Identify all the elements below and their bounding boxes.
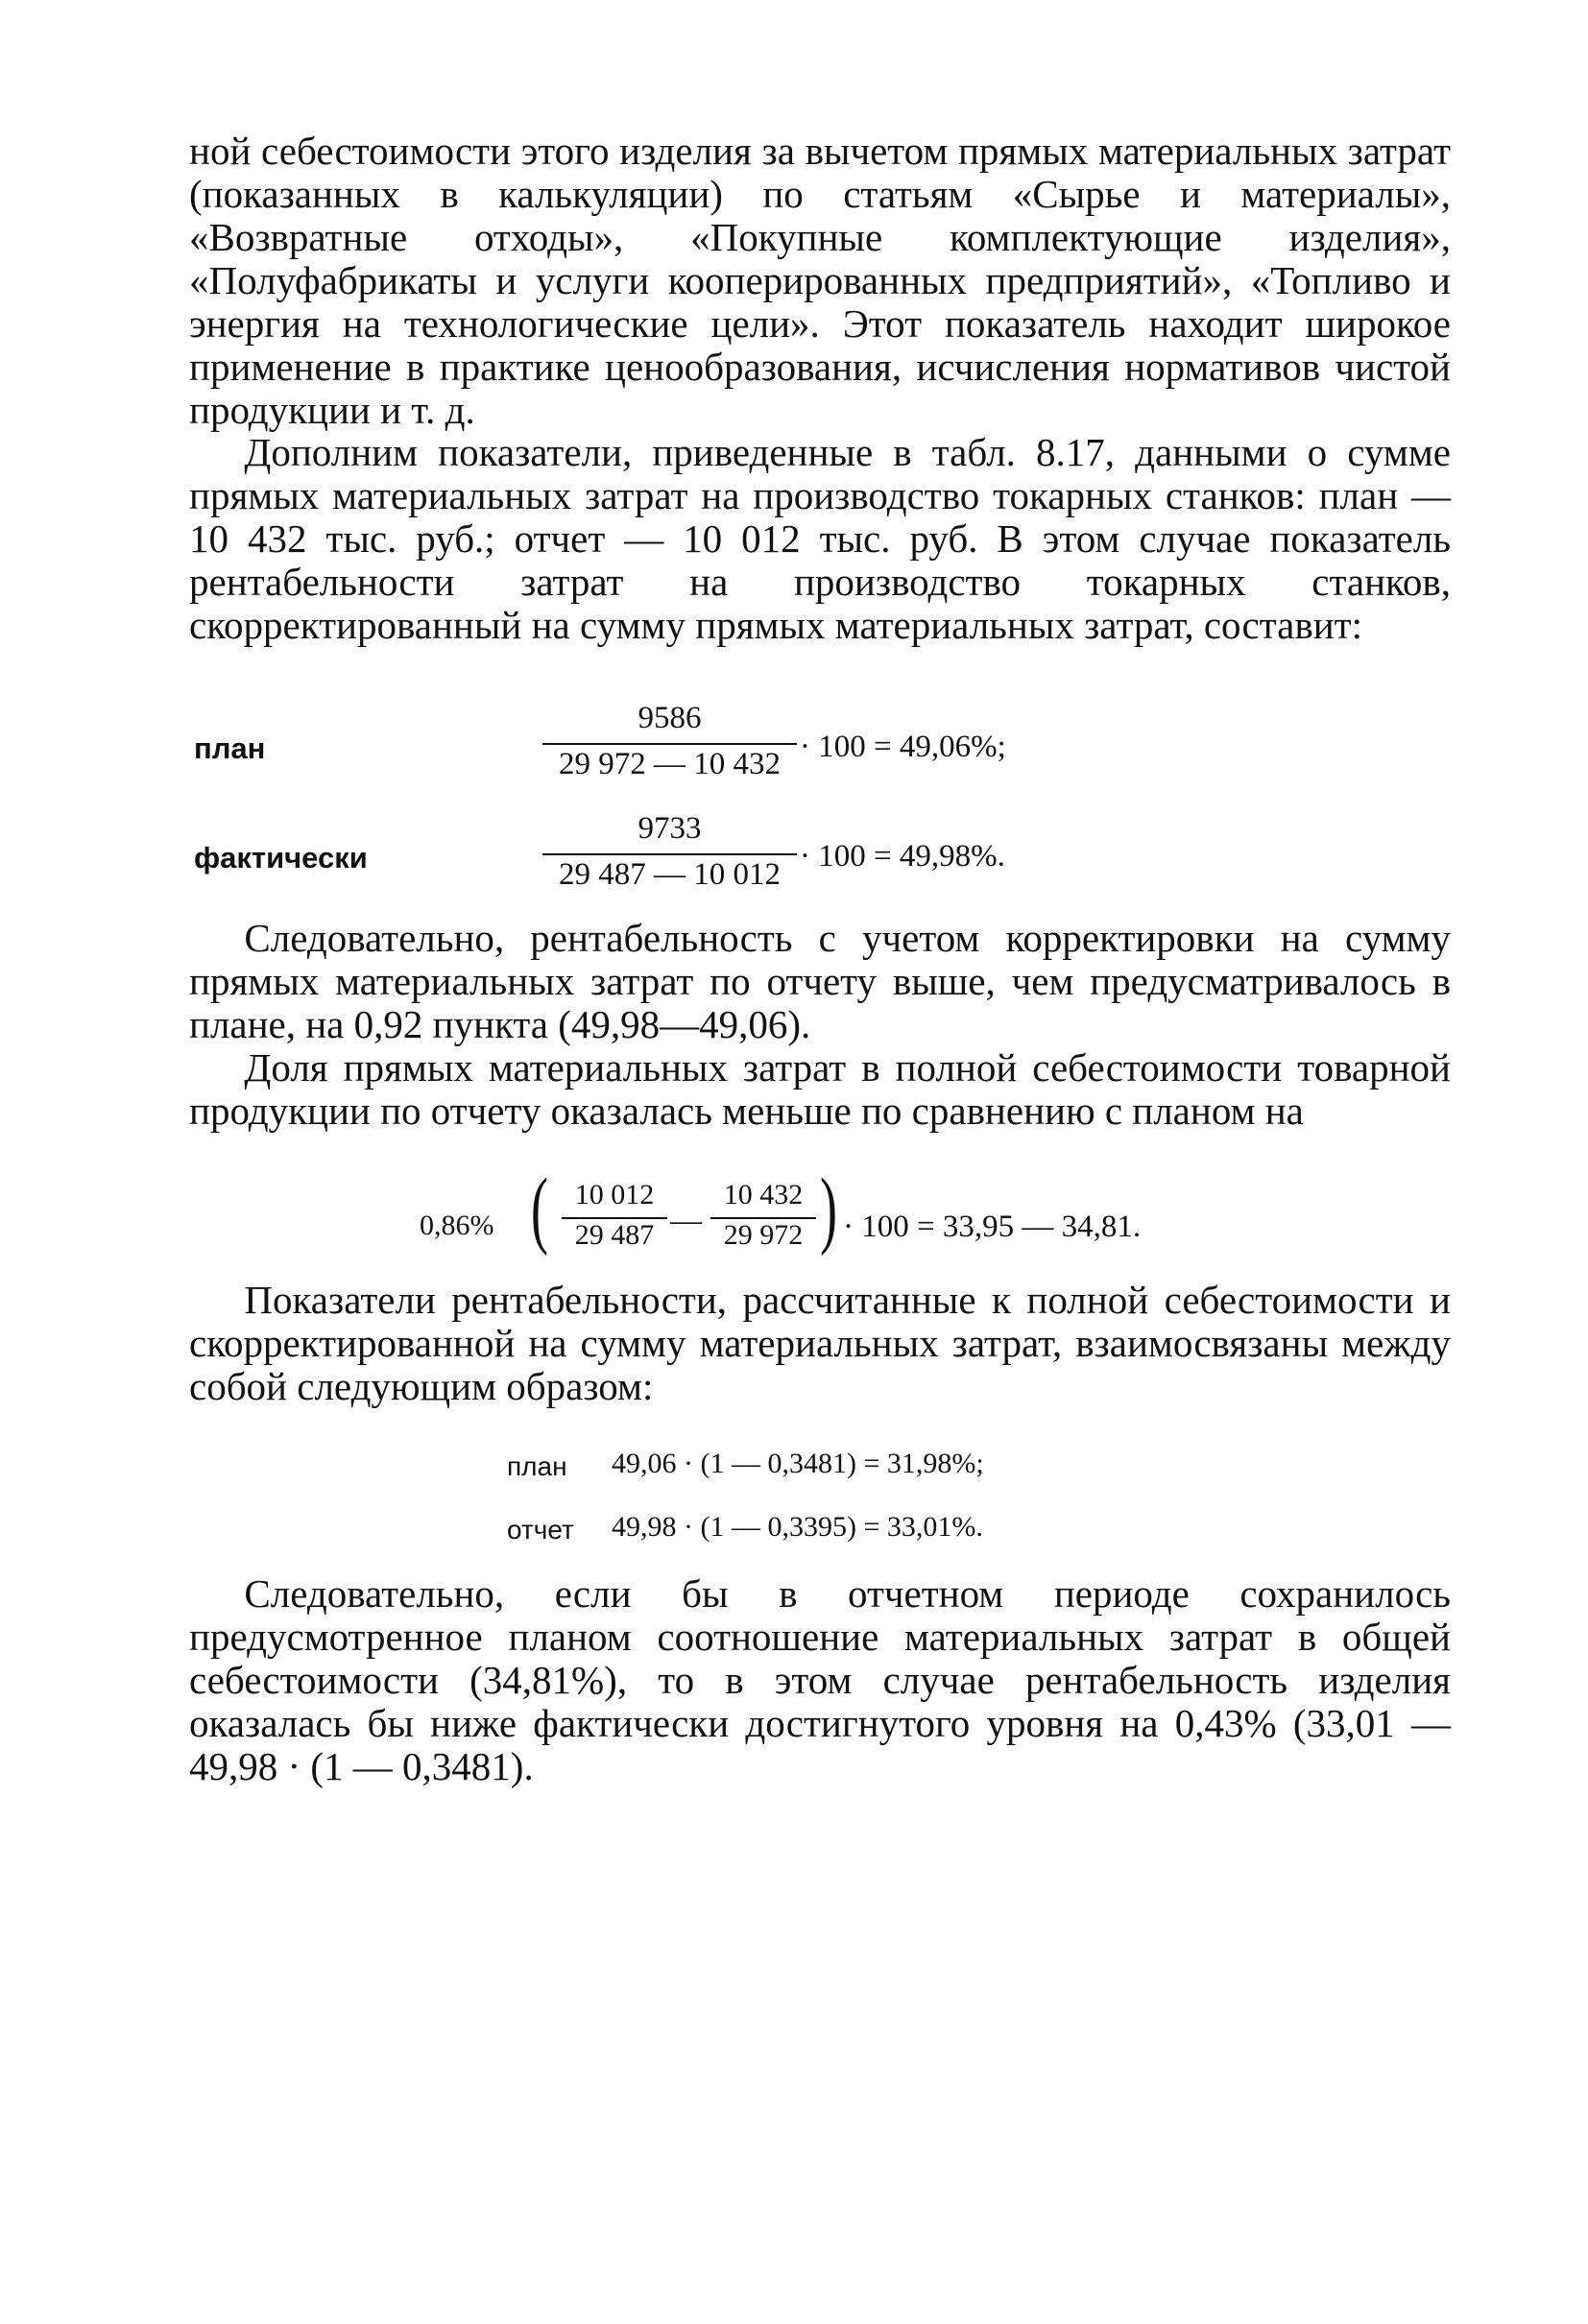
formula-plan-relation-label: план <box>507 1451 567 1481</box>
fraction-bar <box>542 743 797 745</box>
formula-share-result: · 100 = 33,95 — 34,81. <box>843 1210 1142 1244</box>
left-parenthesis: ( <box>530 1162 548 1257</box>
formula-actual-denominator: 29 487 — 10 012 <box>559 857 781 892</box>
formula-share-fraction-report <box>562 1179 667 1265</box>
paragraph-final-conclusion: Следовательно, если бы в отчетном периоде сохранилось предусмотренное планом соотношение материальных затрат в общей себестоимости (34,81%), то в этом случае рентабельность изделия оказалась бы ниже фактически достигнутого уровня на 0,43% (33,01 — 49,98 · (1 — 0,3481). <box>189 1571 1451 1788</box>
formula-actual-result: · 100 = 49,98%. <box>800 839 1005 874</box>
formula-share-prefix: 0,86% <box>420 1210 494 1241</box>
paragraph-cost-definition: ной себестоимости этого изделия за вычетом прямых материальных затрат (показанных в калькуляции) по статьям «Сырье и материалы», «Возвратные отходы», «Покупные комплектующие изделия», «Полуфабрикаты и услуги кооперированных предприятий», «Топливо и энергия на технологические цели». Этот показатель находит широкое применение в практике ценообразования, исчисления нормативов чистой продукции и т. д. <box>189 129 1451 432</box>
formula-plan-fraction <box>542 701 797 797</box>
paragraph-conclusion-corrected: Следовательно, рентабельность с учетом корректировки на сумму прямых материальных затрат по отчету выше, чем предусматривалось в плане, на 0,92 пункта (49,98—49,06). <box>189 916 1451 1046</box>
formula-plan-label: план <box>194 731 266 765</box>
right-parenthesis: ) <box>819 1162 837 1257</box>
formula-actual-label: фактически <box>194 841 368 874</box>
formula-plan-denominator: 29 972 — 10 432 <box>559 747 781 781</box>
formula-share-minus: — <box>670 1204 702 1238</box>
formula-report-relation-label: отчет <box>507 1515 574 1545</box>
formula-plan-relation: 49,06 · (1 — 0,3481) = 31,98%; <box>612 1448 984 1479</box>
fraction-bar <box>542 853 797 855</box>
fraction-numerator: 10 432 <box>723 1179 804 1210</box>
fraction-numerator: 10 012 <box>574 1179 655 1210</box>
fraction-denominator: 29 487 <box>574 1219 655 1251</box>
fraction-denominator: 29 972 <box>723 1219 804 1251</box>
paragraph-direct-material-costs: Дополним показатели, приведенные в табл. 8.17, данными о сумме прямых материальных затрат на производство токарных станков: план — 10 432 тыс. руб.; отчет — 10 012 тыс. руб. В этом случае показатель рентабельности затрат на производство токарных станков, скорректированный на сумму прямых материальных затрат, составит: <box>189 430 1451 647</box>
formula-actual-numerator: 9733 <box>638 811 702 846</box>
formula-plan-result: · 100 = 49,06%; <box>800 730 1006 764</box>
paragraph-material-share: Доля прямых материальных затрат в полной себестоимости товарной продукции по отчету оказалась меньше по сравнению с планом на <box>189 1045 1451 1133</box>
formula-report-relation: 49,98 · (1 — 0,3395) = 33,01%. <box>612 1511 983 1543</box>
paragraph-interrelation: Показатели рентабельности, рассчитанные к полной себестоимости и скорректированной на сумму материальных затрат, взаимосвязаны между собой следующим образом: <box>189 1278 1451 1408</box>
formula-share-fraction-plan <box>710 1179 816 1265</box>
formula-actual-fraction <box>542 811 797 907</box>
formula-plan-numerator: 9586 <box>638 701 702 735</box>
